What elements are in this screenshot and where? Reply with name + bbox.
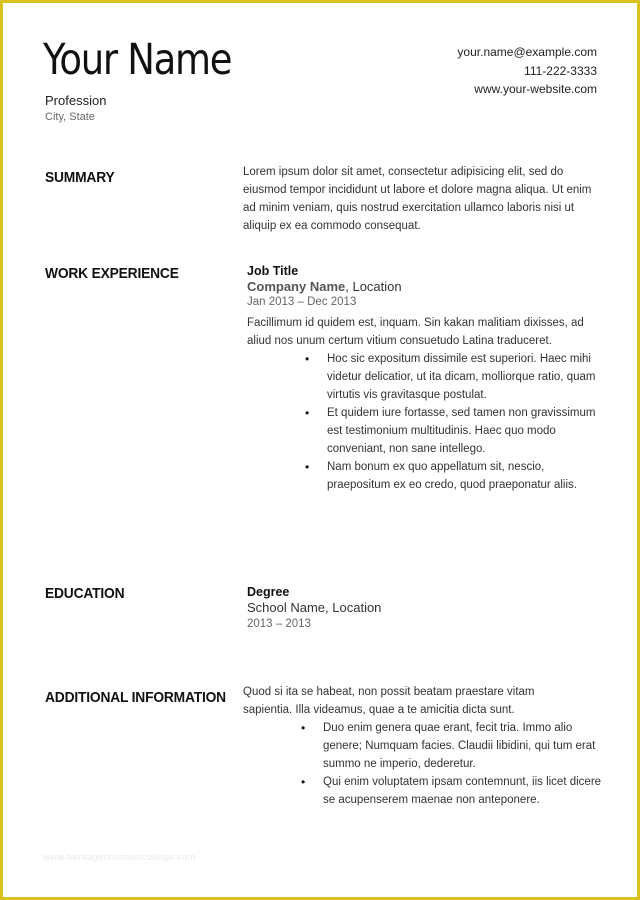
bullet-text: Hoc sic expositum dissimile est superiori. Haec mihi videtur delicatior, ut ita dicam, molliorque ratio, quam virtutis vis gravitasque postulat. xyxy=(327,353,596,401)
watermark: www.heritagechristiancollege.com xyxy=(43,852,196,863)
education-dates: 2013 – 2013 xyxy=(247,618,311,630)
phone-number: 111-222-3333 xyxy=(524,63,597,78)
contact-block xyxy=(457,43,597,99)
website-link[interactable]: www.your-website.com xyxy=(474,82,597,96)
company-line xyxy=(247,279,607,294)
additional-bullets xyxy=(301,719,603,809)
list-item xyxy=(301,773,603,809)
bullet-icon: • xyxy=(301,775,306,789)
company-location: , Location xyxy=(345,279,402,294)
job-entry xyxy=(247,264,607,494)
degree: Degree xyxy=(247,585,290,599)
bullet-text: Duo enim genera quae erant, fecit tria. Immo alio genere; Numquam facies. Claudii libidini, qui tum erat summo ne imperio, dederetur. xyxy=(323,722,596,770)
job-description: Facillimum id quidem est, inquam. Sin kakan malitiam dixisses, ad aliud nos unum certum vitium consuetudo Latina traduceret. xyxy=(247,317,584,347)
company-name: Company Name xyxy=(247,279,346,294)
bullet-icon: • xyxy=(305,352,310,366)
summary-text: Lorem ipsum dolor sit amet, consectetur adipisicing elit, sed do eiusmod tempor incididunt ut labore et dolore magna aliqua. Ut enim ad minim veniam, quis nostrud exercitation ullamco laboris nisi ut aliquip ex ea commodo consequat. xyxy=(243,166,592,232)
list-item xyxy=(305,458,597,494)
education-entry xyxy=(247,585,607,630)
list-item xyxy=(305,350,597,404)
additional-info-heading: ADDITIONAL INFORMATION xyxy=(45,689,226,706)
bullet-text: Nam bonum ex quo appellatum sit, nescio, praepositum ex eo credo, quod praeponatur aliis. xyxy=(327,461,577,491)
city-state: City, State xyxy=(45,111,95,123)
summary-heading: SUMMARY xyxy=(45,169,115,186)
work-experience-heading: WORK EXPERIENCE xyxy=(45,265,179,282)
job-bullets xyxy=(305,350,597,494)
bullet-icon: • xyxy=(305,460,310,474)
profession: Profession xyxy=(45,93,107,108)
bullet-text: Qui enim voluptatem ipsam contemnunt, iis licet dicere se acupenserem maenae non anteponere. xyxy=(323,776,602,806)
list-item xyxy=(305,404,597,458)
list-item xyxy=(301,719,603,773)
additional-info-block xyxy=(243,683,605,809)
job-title: Job Title xyxy=(247,264,299,278)
education-heading: EDUCATION xyxy=(45,585,125,602)
additional-info-text: Quod si ita se habeat, non possit beatam praestare vitam sapientia. Illa videamus, quae a te amicitia dicta sunt. xyxy=(243,686,535,716)
bullet-icon: • xyxy=(301,721,306,735)
bullet-text: Et quidem iure fortasse, sed tamen non gravissimum est testimonium multitudinis. Haec quo modo conveniant, non sane intellego. xyxy=(327,407,596,455)
school-name: School Name, Location xyxy=(247,600,382,615)
resume-name: Your Name xyxy=(43,35,232,85)
bullet-icon: • xyxy=(305,406,310,420)
job-dates: Jan 2013 – Dec 2013 xyxy=(247,296,357,308)
email-link[interactable]: your.name@example.com xyxy=(457,45,597,59)
